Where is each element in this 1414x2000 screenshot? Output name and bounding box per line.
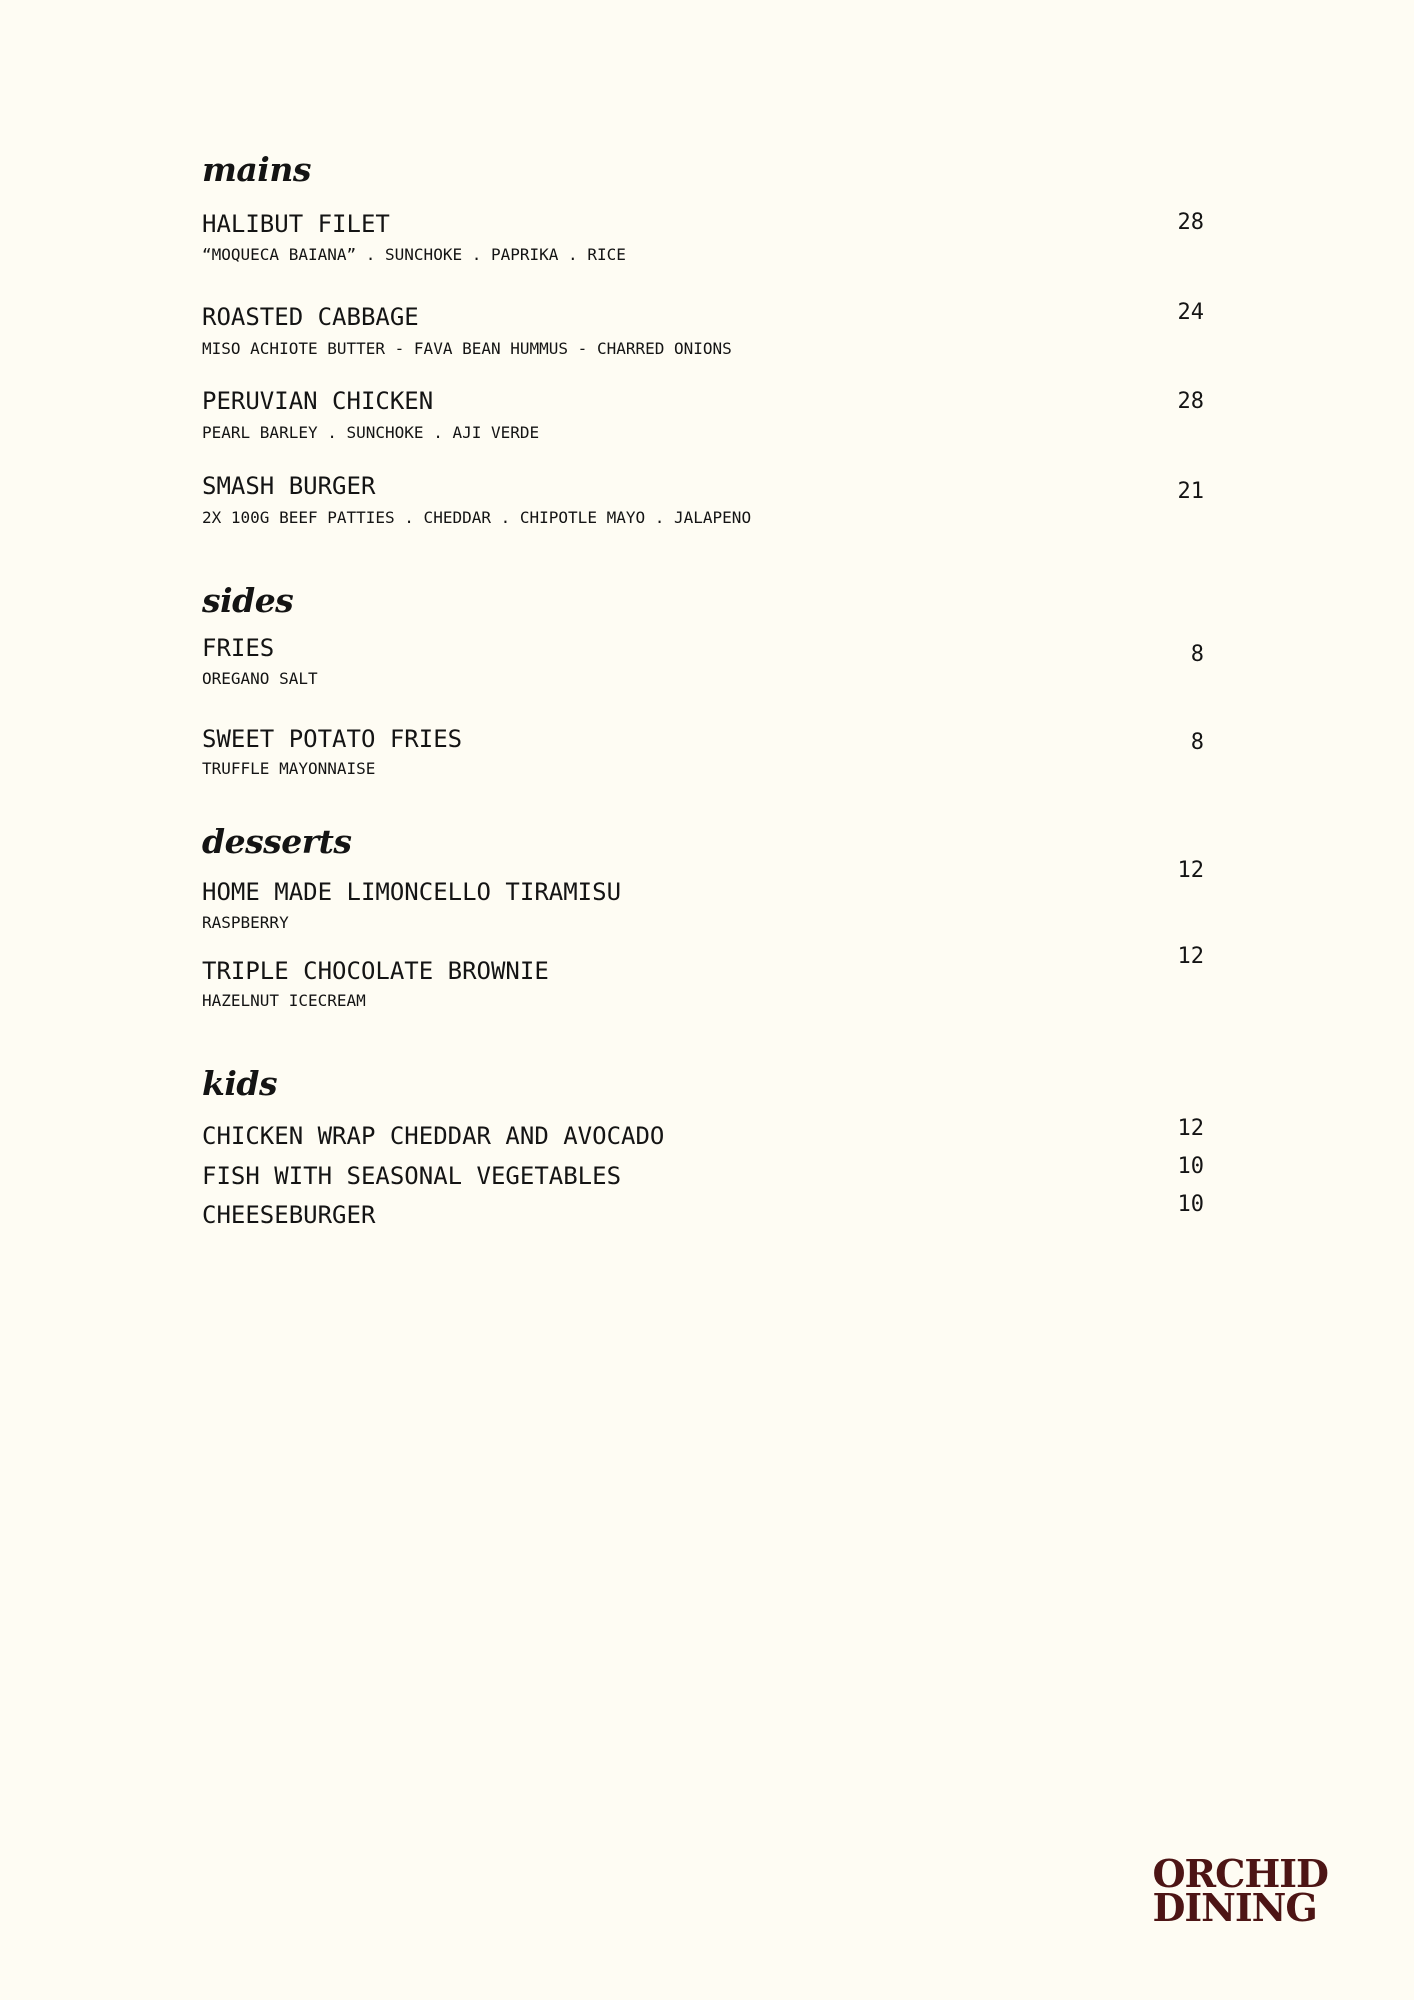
menu-item-price: 28 [1177,389,1204,414]
menu-item-price: 12 [1177,944,1204,969]
menu-item-name: SWEET POTATO FRIES [202,725,463,753]
menu-item-name: FRIES [202,634,275,662]
logo-line-2: DINING [1152,1885,1317,1930]
menu-item-description: 2X 100G BEEF PATTIES . CHEDDAR . CHIPOTLE MAYO . JALAPENO [202,508,752,527]
menu-item-price: 10 [1177,1192,1204,1217]
menu-item-description: RASPBERRY [202,913,289,932]
menu-item-name: CHICKEN WRAP CHEDDAR AND AVOCADO [202,1122,665,1150]
menu-item-price: 8 [1190,730,1204,755]
menu-item-price: 24 [1177,300,1204,325]
menu-item-description: “MOQUECA BAIANA” . SUNCHOKE . PAPRIKA . RICE [202,245,626,264]
menu-item-description: OREGANO SALT [202,669,318,688]
menu-item-name: CHEESEBURGER [202,1201,376,1229]
section-title-sides: sides [202,581,294,620]
menu-item-price: 21 [1177,479,1204,504]
brand-logo [1152,1851,1328,1930]
section-title-desserts: desserts [202,822,352,861]
menu-item-name: ROASTED CABBAGE [202,303,419,331]
menu-item-name: TRIPLE CHOCOLATE BROWNIE [202,957,549,985]
menu-item-name: HALIBUT FILET [202,210,390,238]
menu-item-price: 8 [1190,642,1204,667]
menu-item-name: FISH WITH SEASONAL VEGETABLES [202,1162,622,1190]
menu-item-price: 10 [1177,1154,1204,1179]
menu-item-name: SMASH BURGER [202,472,376,500]
logo-line-1: ORCHID [1152,1851,1328,1896]
menu-item-price: 28 [1177,210,1204,235]
section-title-mains: mains [202,150,311,189]
menu-item-description: PEARL BARLEY . SUNCHOKE . AJI VERDE [202,423,540,442]
menu-item-description: MISO ACHIOTE BUTTER - FAVA BEAN HUMMUS - CHARRED ONIONS [202,339,732,358]
menu-item-name: HOME MADE LIMONCELLO TIRAMISU [202,878,622,906]
menu-item-description: TRUFFLE MAYONNAISE [202,759,376,778]
menu-item-name: PERUVIAN CHICKEN [202,387,434,415]
menu-item-description: HAZELNUT ICECREAM [202,991,366,1010]
menu-item-price: 12 [1177,1116,1204,1141]
section-title-kids: kids [202,1064,278,1103]
menu-item-price: 12 [1177,858,1204,883]
